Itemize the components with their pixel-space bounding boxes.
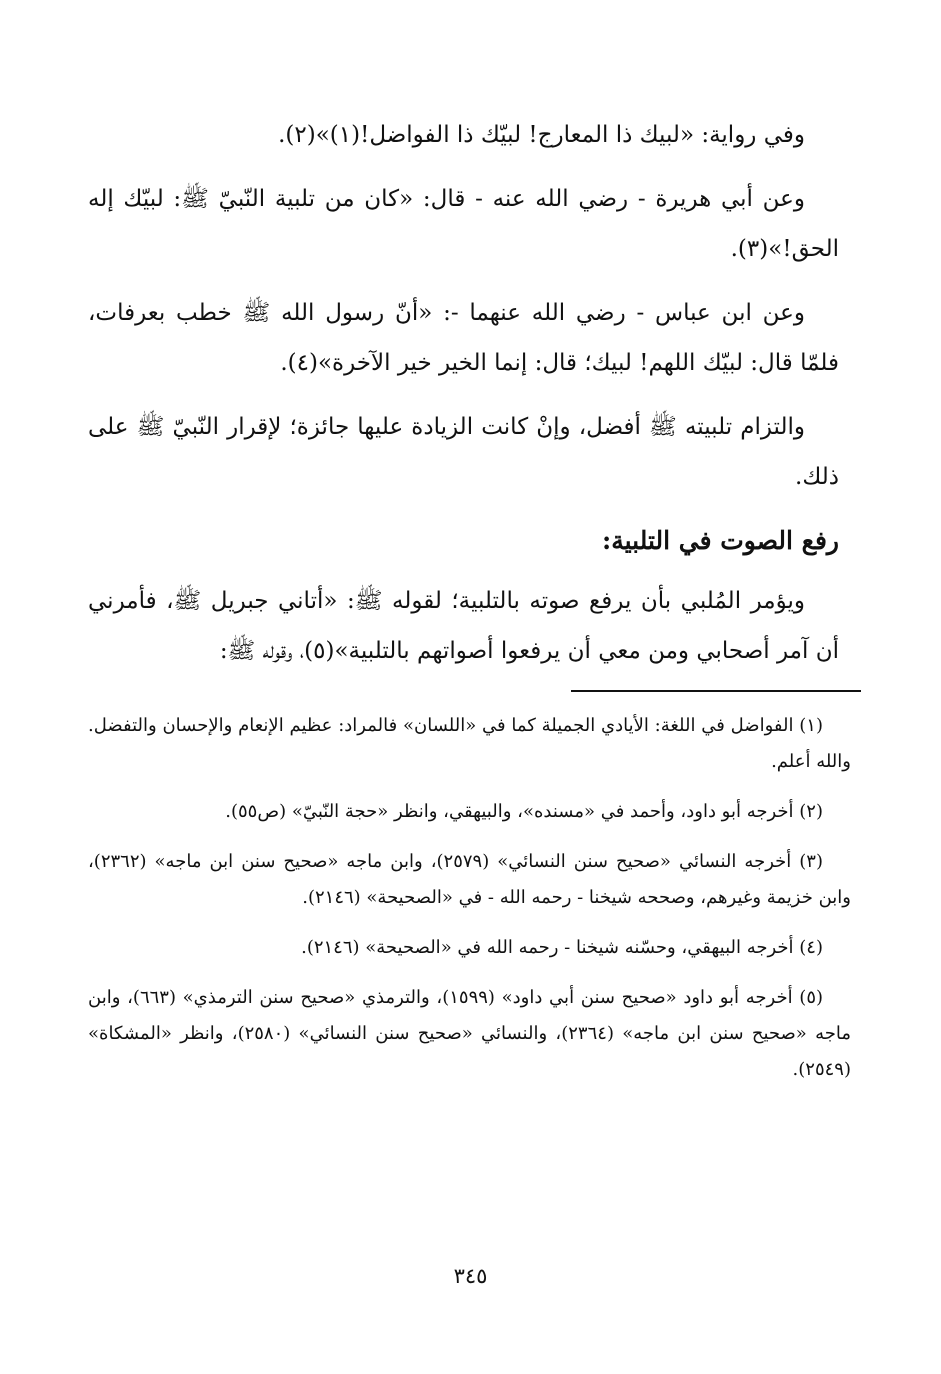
footnotes xyxy=(88,708,851,1102)
footnote-4: (٤) أخرجه البيهقي، وحسّنه شيخنا - رحمه الله في «الصحيحة» (٢١٤٦). xyxy=(301,937,823,958)
page-number: ٣٤٥ xyxy=(453,1264,488,1288)
paragraph-talbiya-variant: وفي رواية: «لبيك ذا المعارج! لبيّك ذا الفواضل!(١)»(٢). xyxy=(278,122,805,148)
paragraph-abu-hurayra: وعن أبي هريرة - رضي الله عنه - قال: «كان من تلبية النّبيّ ﷺ: لبيّك إله الحق!»(٣). xyxy=(88,186,839,262)
footnote-separator xyxy=(571,690,861,692)
paragraph-ibn-abbas: وعن ابن عباس - رضي الله عنهما -: «أنّ رسول الله ﷺ خطب بعرفات، فلمّا قال: لبيّك اللهم! لبيك؛ قال: إنما الخير خير الآخرة»(٤). xyxy=(88,300,839,376)
paragraph-raising-voice: ويؤمر المُلبي بأن يرفع صوته بالتلبية؛ لقوله ﷺ: «أتاني جبريل ﷺ، فأمرني أن آمر أصحابي ومن معي أن يرفعوا أصواتهم بالتلبية»(٥)، وقوله ﷺ: xyxy=(88,588,839,664)
paragraph-adherence: والتزام تلبيته ﷺ أفضل، وإنْ كانت الزيادة عليها جائزة؛ لإقرار النّبيّ ﷺ على ذلك. xyxy=(88,414,839,490)
section-heading: رفع الصوت في التلبية: xyxy=(601,526,839,555)
footnote-2: (٢) أخرجه أبو داود، وأحمد في «مسنده»، والبيهقي، وانظر «حجة النّبيّ» (ص٥٥). xyxy=(225,801,823,822)
main-text xyxy=(88,110,839,690)
footnote-1: (١) الفواضل في اللغة: الأيادي الجميلة كما في «اللسان» فالمراد: عظيم الإنعام والإحسان والتفضل. والله أعلم. xyxy=(88,715,851,772)
footnote-5: (٥) أخرجه أبو داود «صحيح سنن أبي داود» (١٥٩٩)، والترمذي «صحيح سنن الترمذي» (٦٦٣)، وابن ماجه «صحيح سنن ابن ماجه» (٢٣٦٤)، والنسائي «صحيح سنن النسائي» (٢٥٨٠)، وانظر «المشكاة» (٢٥٤٩). xyxy=(88,987,851,1080)
footnote-3: (٣) أخرجه النسائي «صحيح سنن النسائي» (٢٥٧٩)، وابن ماجه «صحيح سنن ابن ماجه» (٢٣٦٢)، وابن خزيمة وغيرهم، وصححه شيخنا - رحمه الله - في «الصحيحة» (٢١٤٦). xyxy=(88,851,851,908)
